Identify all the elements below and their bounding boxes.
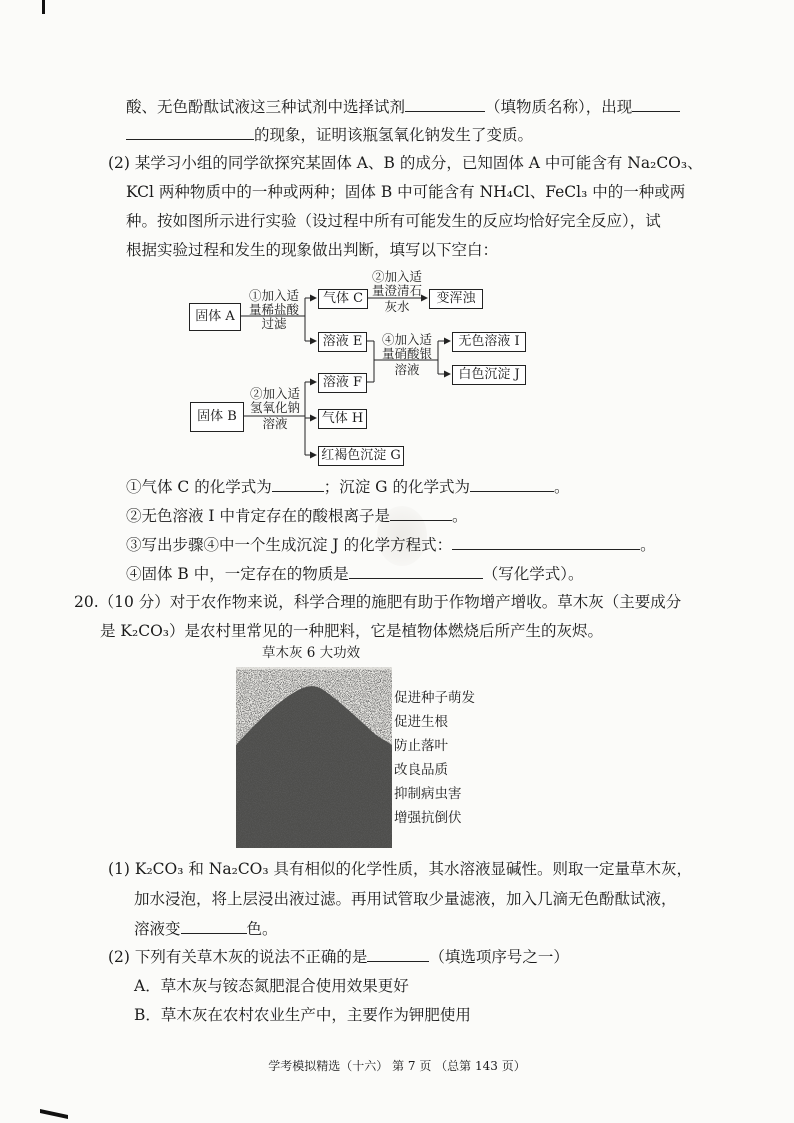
q2-line-3: 种。按如图所示进行实验（设过程中所有可能发生的反应均恰好完全反应），试: [126, 212, 661, 230]
q20-p1-line-3: [134, 918, 278, 939]
cont-text: 的现象，证明该瓶氢氧化钠发生了变质。: [254, 126, 534, 144]
sub-text: ③写出步骤④中一个生成沉淀 J 的化学方程式：: [126, 536, 453, 554]
cont-line-1: [126, 96, 680, 117]
sub-text: ④固体 B 中，一定存在的物质是: [126, 565, 349, 583]
option-a: A．草木灰与铵态氮肥混合使用效果更好: [134, 977, 409, 995]
cont-text: （填物质名称），出现: [485, 98, 633, 116]
ash-pile-illustration: [236, 667, 392, 848]
q20-text: (2) 下列有关草木灰的说法不正确的是: [108, 948, 368, 966]
effect-item: 抑制病虫害: [394, 786, 462, 802]
box-brown-precipitate-g: 红褐色沉淀 G: [318, 446, 404, 466]
q2-line-2: KCl 两种物质中的一种或两种；固体 B 中可能含有 NH₄Cl、FeCl₃ 中的一种或两: [126, 183, 686, 201]
box-solution-e: 溶液 E: [318, 332, 367, 352]
scan-edge-mark-bottom: [40, 1109, 68, 1119]
effect-item: 改良品质: [394, 762, 448, 778]
q20-p1-line-1: (1) K₂CO₃ 和 Na₂CO₃ 具有相似的化学性质，其水溶液显碱性。则取一定量草木灰，: [108, 860, 693, 878]
q2-line-4: 根据实验过程和发生的现象做出判断，填写以下空白：: [126, 241, 499, 259]
box-colorless-solution-i: 无色溶液 I: [452, 332, 526, 352]
step4-label: [376, 333, 438, 377]
box-turbid: 变浑浊: [429, 289, 483, 309]
answer-blank-gas-c[interactable]: [272, 476, 324, 492]
label-line: 灰水: [384, 299, 410, 314]
sub-text: ①气体 C 的化学式为: [126, 478, 272, 496]
effect-item: 促进种子萌发: [394, 690, 475, 706]
label-line: 量硝酸银: [381, 346, 432, 361]
sub-q2: [126, 505, 468, 526]
sub-q3: [126, 534, 656, 555]
label-line: ②加入适: [249, 386, 300, 401]
q20-p1-line-2: 加水浸泡，将上层浸出液过滤。再用试管取少量滤液，加入几滴无色酚酞试液，: [134, 890, 677, 908]
sub-text: （写化学式）。: [482, 565, 584, 583]
answer-blank-anion[interactable]: [390, 505, 452, 521]
sub-text: 。: [553, 478, 570, 496]
scan-edge-mark-top: [42, 0, 45, 14]
step2-label-b: [244, 387, 306, 431]
step1-label: [244, 289, 304, 331]
answer-blank-color[interactable]: [181, 918, 247, 934]
q20-text: 色。: [246, 920, 278, 938]
label-line: ①加入适: [248, 288, 299, 303]
answer-blank-equation[interactable]: [452, 534, 640, 550]
sub-q4: [126, 563, 584, 584]
label-line: 量澄清石: [371, 283, 422, 298]
sub-text: 。: [451, 507, 468, 525]
cont-line-2: [126, 124, 533, 145]
label-line: 氢氧化钠: [249, 400, 300, 415]
answer-blank-phenomenon-cont[interactable]: [126, 124, 254, 140]
option-b: B．草木灰在农村农业生产中，主要作为钾肥使用: [134, 1006, 471, 1024]
cont-text: 酸、无色酚酞试液这三种试剂中选择试剂: [126, 98, 406, 116]
box-solution-f: 溶液 F: [318, 373, 367, 393]
sub-text: ②无色溶液 I 中肯定存在的酸根离子是: [126, 507, 390, 525]
sub-q1: [126, 476, 569, 497]
effect-item: 防止落叶: [394, 738, 448, 754]
page-footer: 学考模拟精选（十六） 第 7 页 （总第 143 页）: [268, 1059, 526, 1073]
q20-line-1: 20.（10 分）对于农作物来说，科学合理的施肥有助于作物增产增收。草木灰（主要成分: [74, 593, 682, 611]
box-solid-b: 固体 B: [190, 402, 244, 432]
step2-label-a: [366, 270, 428, 314]
label-line: ②加入适: [371, 269, 422, 284]
q20-text: 溶液变: [134, 920, 181, 938]
label-line: 溶液: [262, 416, 288, 431]
box-white-precipitate-j: 白色沉淀 J: [452, 365, 526, 385]
image-title: 草木灰 6 大功效: [262, 645, 361, 661]
box-solid-a: 固体 A: [189, 303, 241, 331]
answer-blank-solid-b[interactable]: [349, 563, 483, 579]
answer-blank-option[interactable]: [367, 946, 429, 962]
box-gas-h: 气体 H: [318, 409, 367, 429]
sub-text: 。: [640, 536, 656, 554]
label-line: 溶液: [394, 362, 420, 377]
answer-blank-reagent[interactable]: [405, 96, 485, 112]
q20-text: （填选项序号之一）: [429, 948, 569, 966]
plant-ash-photo: [236, 667, 392, 848]
effect-item: 增强抗倒伏: [394, 810, 462, 826]
answer-blank-phenomenon[interactable]: [632, 96, 680, 112]
q20-line-2: 是 K₂CO₃）是农村里常见的一种肥料，它是植物体燃烧后所产生的灰烬。: [100, 622, 604, 640]
effect-item: 促进生根: [394, 714, 448, 730]
answer-blank-precipitate-g[interactable]: [470, 476, 554, 492]
q2-line-1: (2) 某学习小组的同学欲探究某固体 A、B 的成分，已知固体 A 中可能含有 Na₂CO₃、: [108, 154, 703, 172]
box-gas-c: 气体 C: [318, 289, 368, 309]
label-line: 过滤: [261, 316, 287, 331]
label-line: ④加入适: [381, 332, 432, 347]
sub-text: ；沉淀 G 的化学式为: [323, 478, 470, 496]
q20-p2: [108, 946, 569, 967]
label-line: 量稀盐酸: [248, 302, 299, 317]
